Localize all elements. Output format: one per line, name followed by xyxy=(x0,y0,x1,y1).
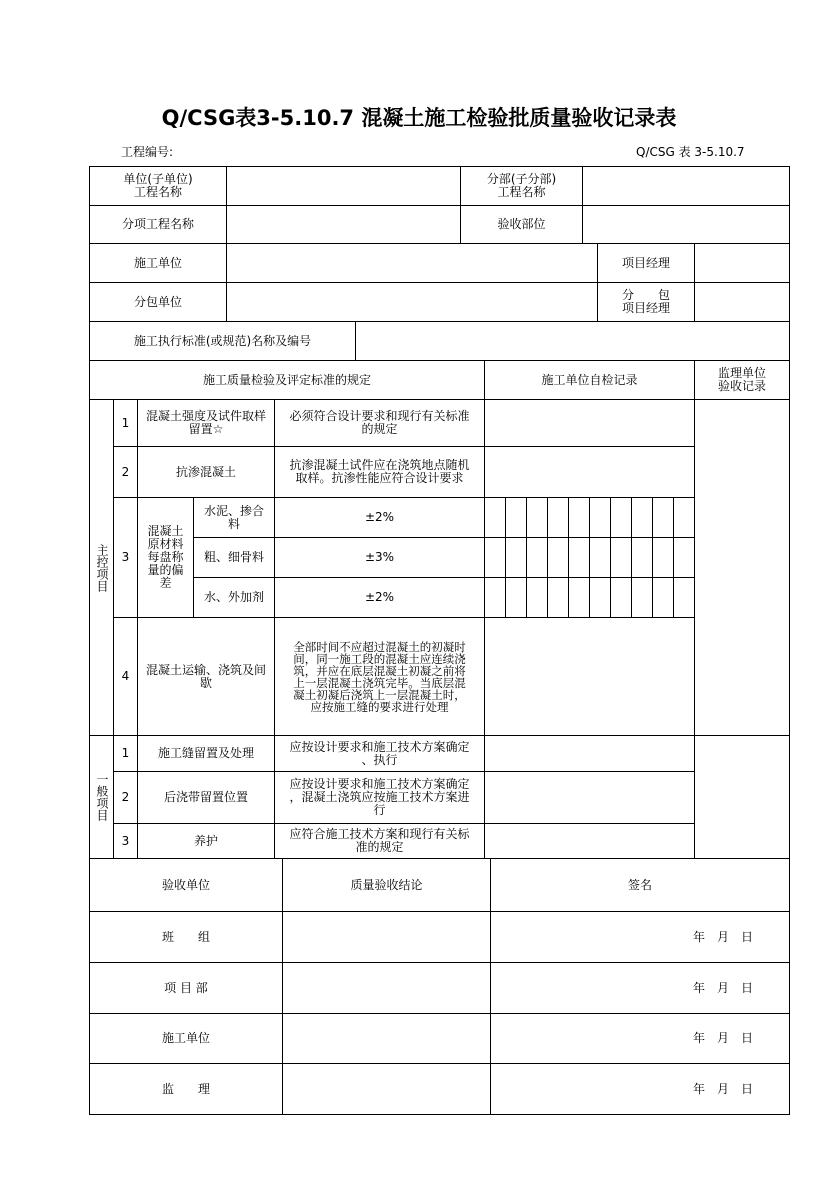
self-check-grid-cell[interactable] xyxy=(673,537,695,578)
self-check-grid-cell[interactable] xyxy=(568,537,590,578)
main-control-label: 主控项目 xyxy=(89,399,114,736)
subitem-name-label: 分项工程名称 xyxy=(89,205,227,244)
page-title: Q/CSG表3-5.10.7 混凝土施工检验批质量验收记录表 xyxy=(161,106,677,130)
item-no: 2 xyxy=(113,446,138,498)
item-no: 3 xyxy=(113,497,138,618)
self-check-grid-cell[interactable] xyxy=(610,537,632,578)
subitem-name-field[interactable] xyxy=(226,205,461,244)
item-name: 混凝土强度及试件取样 留置☆ xyxy=(137,399,275,447)
sign-unit: 班 组 xyxy=(89,911,283,963)
signature-date[interactable]: 年 月 日 xyxy=(490,1063,790,1115)
self-check-grid-cell[interactable] xyxy=(547,577,569,618)
conclusion-field[interactable] xyxy=(282,1063,491,1115)
project-manager-label: 项目经理 xyxy=(597,243,695,283)
item-no: 1 xyxy=(113,399,138,447)
self-check-grid-cell[interactable] xyxy=(526,497,548,538)
conclusion-field[interactable] xyxy=(282,962,491,1014)
standard-field[interactable] xyxy=(355,321,790,361)
self-check-grid-cell[interactable] xyxy=(505,577,527,618)
self-check-header: 施工单位自检记录 xyxy=(484,360,695,400)
subitem-name: 粗、细骨料 xyxy=(193,537,275,578)
subitem-name: 水、外加剂 xyxy=(193,577,275,618)
subitem-standard: ±2% xyxy=(274,577,485,618)
self-check-grid-cell[interactable] xyxy=(568,577,590,618)
acceptance-part-field[interactable] xyxy=(582,205,790,244)
self-check-grid-cell[interactable] xyxy=(610,577,632,618)
self-check-grid-cell[interactable] xyxy=(505,537,527,578)
item-standard: 抗渗混凝土试件应在浇筑地点随机 取样。抗渗性能应符合设计要求 xyxy=(274,446,485,498)
self-check-grid-cell[interactable] xyxy=(631,537,653,578)
item-name: 施工缝留置及处理 xyxy=(137,735,275,772)
conclusion-field[interactable] xyxy=(282,1013,491,1064)
sign-unit: 项 目 部 xyxy=(89,962,283,1014)
form-code: Q/CSG 表 3-5.10.7 xyxy=(636,145,745,159)
signature-date[interactable]: 年 月 日 xyxy=(490,1013,790,1064)
self-check-cell[interactable] xyxy=(484,399,695,447)
construction-unit-field[interactable] xyxy=(226,243,598,283)
self-check-grid-cell[interactable] xyxy=(484,497,506,538)
subcontractor-label: 分包单位 xyxy=(89,282,227,322)
self-check-grid-cell[interactable] xyxy=(589,537,611,578)
standard-label: 施工执行标准(或规范)名称及编号 xyxy=(89,321,356,361)
division-name-label: 分部(子分部) 工程名称 xyxy=(460,166,583,206)
self-check-cell[interactable] xyxy=(484,446,695,498)
sub-manager-label: 分 包 项目经理 xyxy=(597,282,695,322)
self-check-grid-cell[interactable] xyxy=(526,537,548,578)
self-check-cell[interactable] xyxy=(484,823,695,859)
general-label: 一般项目 xyxy=(89,735,114,859)
self-check-grid-cell[interactable] xyxy=(547,537,569,578)
sign-unit: 施工单位 xyxy=(89,1013,283,1064)
sign-header-signature: 签名 xyxy=(490,858,790,912)
project-no-label: 工程编号: xyxy=(121,145,174,159)
supervisor-general-cell[interactable] xyxy=(694,735,790,859)
subitem-name: 水泥、掺合 料 xyxy=(193,497,275,538)
supervisor-main-cell[interactable] xyxy=(694,399,790,736)
item-no: 1 xyxy=(113,735,138,772)
sign-header-conclusion: 质量验收结论 xyxy=(282,858,491,912)
sign-unit: 监 理 xyxy=(89,1063,283,1115)
self-check-grid-cell[interactable] xyxy=(505,497,527,538)
conclusion-field[interactable] xyxy=(282,911,491,963)
spec-header: 施工质量检验及评定标准的规定 xyxy=(89,360,485,400)
division-name-field[interactable] xyxy=(582,166,790,206)
item-no: 3 xyxy=(113,823,138,859)
self-check-grid-cell[interactable] xyxy=(631,497,653,538)
self-check-grid-cell[interactable] xyxy=(484,537,506,578)
signature-date[interactable]: 年 月 日 xyxy=(490,911,790,963)
item-name: 混凝土 原材料 每盘称 量的偏 差 xyxy=(137,497,194,618)
item-no: 4 xyxy=(113,617,138,736)
supervisor-header: 监理单位 验收记录 xyxy=(694,360,790,400)
subcontractor-field[interactable] xyxy=(226,282,598,322)
self-check-cell[interactable] xyxy=(484,771,695,824)
self-check-grid-cell[interactable] xyxy=(673,577,695,618)
self-check-grid-cell[interactable] xyxy=(652,537,674,578)
item-standard: 应按设计要求和施工技术方案确定 ，混凝土浇筑应按施工技术方案进 行 xyxy=(274,771,485,824)
construction-unit-label: 施工单位 xyxy=(89,243,227,283)
sub-manager-field[interactable] xyxy=(694,282,790,322)
item-standard: 全部时间不应超过混凝土的初凝时 间，同一施工段的混凝土应连续浇 筑，并应在底层混凝土初凝之前将 上一层混凝土浇筑完毕。当底层混 凝土初凝后浇筑上一层混凝土时， 应按施工缝的要求进行处理 xyxy=(274,617,485,736)
self-check-grid-cell[interactable] xyxy=(568,497,590,538)
self-check-grid-cell[interactable] xyxy=(589,577,611,618)
signature-date[interactable]: 年 月 日 xyxy=(490,962,790,1014)
project-manager-field[interactable] xyxy=(694,243,790,283)
self-check-grid-cell[interactable] xyxy=(652,497,674,538)
self-check-grid-cell[interactable] xyxy=(484,577,506,618)
sign-header-unit: 验收单位 xyxy=(89,858,283,912)
item-standard: 必须符合设计要求和现行有关标准 的规定 xyxy=(274,399,485,447)
self-check-cell[interactable] xyxy=(484,617,695,736)
subitem-standard: ±2% xyxy=(274,497,485,538)
item-name: 后浇带留置位置 xyxy=(137,771,275,824)
unit-name-label: 单位(子单位) 工程名称 xyxy=(89,166,227,206)
self-check-grid-cell[interactable] xyxy=(547,497,569,538)
acceptance-part-label: 验收部位 xyxy=(460,205,583,244)
self-check-grid-cell[interactable] xyxy=(673,497,695,538)
subitem-standard: ±3% xyxy=(274,537,485,578)
item-standard: 应按设计要求和施工技术方案确定 、执行 xyxy=(274,735,485,772)
self-check-cell[interactable] xyxy=(484,735,695,772)
unit-name-field[interactable] xyxy=(226,166,461,206)
self-check-grid-cell[interactable] xyxy=(631,577,653,618)
self-check-grid-cell[interactable] xyxy=(526,577,548,618)
item-no: 2 xyxy=(113,771,138,824)
item-name: 混凝土运输、浇筑及间 歇 xyxy=(137,617,275,736)
self-check-grid-cell[interactable] xyxy=(610,497,632,538)
item-name: 抗渗混凝土 xyxy=(137,446,275,498)
self-check-grid-cell[interactable] xyxy=(589,497,611,538)
item-name: 养护 xyxy=(137,823,275,859)
item-standard: 应符合施工技术方案和现行有关标 准的规定 xyxy=(274,823,485,859)
self-check-grid-cell[interactable] xyxy=(652,577,674,618)
